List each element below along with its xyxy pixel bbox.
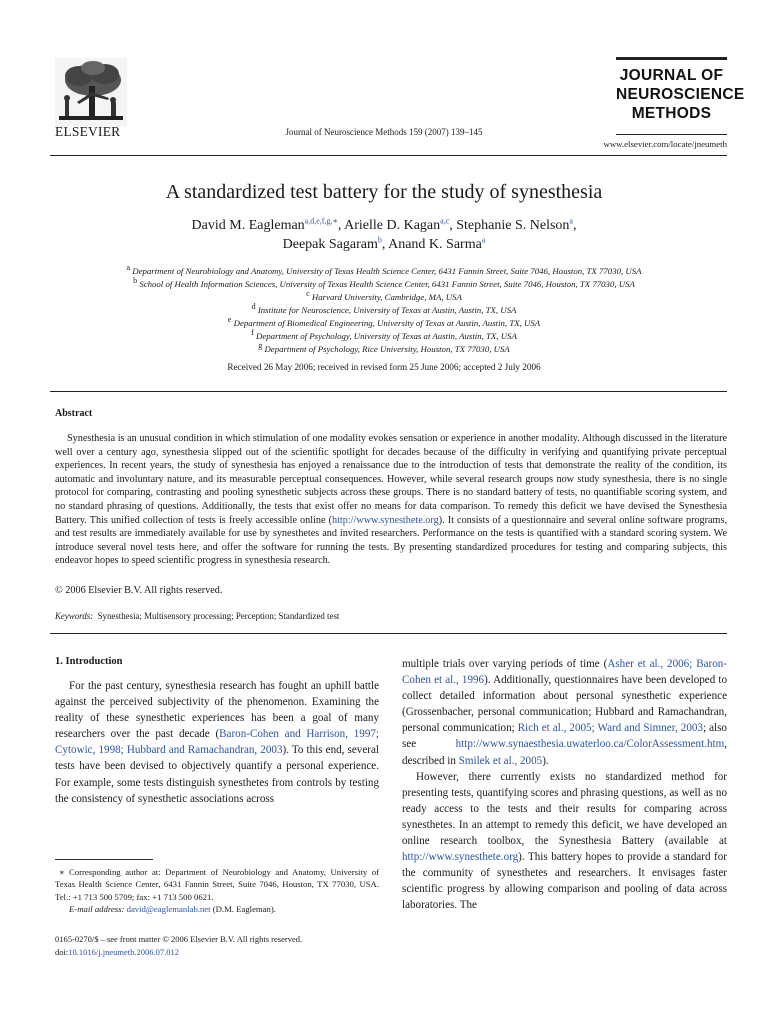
citation-link[interactable]: Rich et al., 2005; Ward and Simner, 2003 [517,722,703,735]
body-text: However, there currently exists no standardized method for presenting tests, quantifying scores and phrasing questions, as well as no ready access to the tests and their results for comparing across synesthetes. In an attempt to remedy this deficit, we have developed an online research toolbox, the Synesthesia Battery (available at [402,770,727,848]
email-link[interactable]: david@eaglemanlab.net [126,904,211,915]
url-link[interactable]: http://www.synesthete.org [402,851,519,864]
footnote-text: Corresponding author at: Department of Neurobiology and Anatomy, University of Texas Health Science Center, 6431 Fannin Street, Suite 7046, Houston, TX 77030, USA. Tel.: +1 713 500 5709; fax: +1 713 500 0621. [55,867,379,902]
body-text: ). [542,754,549,767]
doi-link[interactable]: 10.1016/j.jneumeth.2006.07.012 [68,946,179,957]
keywords-label: Keywords: [55,611,94,621]
body-text: multiple trials over varying periods of time ( [402,658,608,670]
citation-link[interactable]: Smilek et al., 2005 [458,754,543,767]
affiliation-text: Department of Biomedical Engineering, University of Texas at Austin, Austin, TX, USA [233,318,541,328]
paper-title: A standardized test battery for the study of synesthesia [165,181,603,203]
left-column [55,650,379,807]
author-name: Stephanie S. Nelson [456,218,570,233]
affiliation-mark: b [133,276,138,286]
author-separator: , [449,218,457,233]
journal-name-line: JOURNAL OF [619,67,724,84]
affiliation-mark: g [258,341,263,351]
corresponding-author-footnote [55,866,379,916]
author-separator: , [381,237,389,252]
keywords-text: Synesthesia; Multisensory processing; Perception; Standardized test [97,611,340,621]
author-name: Arielle D. Kagan [344,218,441,233]
right-column [402,656,727,914]
affiliation-text: Institute for Neuroscience, University of Texas at Austin, Austin, TX, USA [257,305,517,315]
elsevier-tree-logo-icon [55,58,127,126]
title-divider [50,391,727,392]
publisher-wordmark: ELSEVIER [55,124,121,139]
journal-name-line: NEUROSCIENCE [616,86,745,103]
affiliation [0,304,768,317]
author-affiliation-marks[interactable]: a [569,216,573,226]
email-owner: (D.M. Eagleman). [210,904,276,915]
abstract-body [55,432,727,568]
affiliation-text: Department of Neurobiology and Anatomy, University of Texas Health Science Center, 6431 Fannin Street, Suite 7046, Houston, TX 77030, USA [132,266,642,276]
author-affiliation-marks[interactable]: a,c [440,216,450,226]
section-heading: 1. Introduction [55,656,123,667]
affiliation-mark: f [251,328,254,338]
body-text: For the past century, synesthesia research has fought an uphill battle against the perceived subjectivity of the phenomenon. Examining the reality of these synesthetic experiences has been a goal of many researchers over the past decade ( [55,680,379,741]
body-text: ). This battery hopes to provide a standard for the community of synesthetes and researchers. It envisages faster scientific progress by allowing comparison and pooling of data across laboratories. The [402,851,727,912]
affiliation-text: School of Health Information Sciences, University of Texas Health Science Center, 6431 Fannin Street, Suite 7046, Houston, TX 77030, USA [139,279,635,289]
doi-label: doi: [55,946,69,957]
body-text: ; also see [402,722,727,751]
author-list [0,218,768,234]
author-name: Deepak Sagaram [282,237,378,252]
journal-url[interactable]: www.elsevier.com/locate/jneumeth [603,139,727,149]
abstract-divider [50,633,727,634]
author-name: Anand K. Sarma [388,237,482,252]
keywords [55,611,339,621]
citation-link[interactable]: Asher et al., 2006; Baron-Cohen et al., 1996 [402,658,728,687]
body-text: , described in [402,738,727,767]
abstract-text: ). It consists of a questionnaire and several online software programs, and test results are immediately available for use by synesthetes and invited researchers. Performance on the tests is quantified with a standard scoring system. We introduce several novel tests here, and offer the software for running the tests. By presenting standardized procedures for testing and comparing subjects, this endeavor hopes to speed scientific progress in synesthesia research. [55,514,727,567]
front-matter [55,933,302,958]
url-link[interactable]: http://www.synaesthesia.uwaterloo.ca/ColorAssessment.htm [455,738,725,751]
affiliation-text: Department of Psychology, University of Texas at Austin, Austin, TX, USA [256,331,517,341]
body-text: ). To this end, several tests have been devised to objectively quantify a personal experience. For example, some tests distinguish synesthetes from controls by testing the consistency of synesthetic associations across [55,744,379,805]
abstract-text: Synesthesia is an unusual condition in which stimulation of one modality evokes sensation or experience in another modality. Although discussed in the literature well over a century ago, synesthesia slipped out of the scientific spotlight for decades because of the difficulty in verifying and quantifying private perceptual experiences. In recent years, the study of synesthesia has enjoyed a renaissance due to the introduction of tests that demonstrate the reality of the condition, its automatic and involuntary nature, and its measurable perceptual consequences. However, while several research groups now study synesthesia, there is no single protocol for comparing, contrasting and pooling synesthetic subjects across these groups. There is no standard battery of tests, no quantifiable scoring system, and no standard phrasing of questions. Additionally, the tests that exist offer no means for data comparison. To remedy this deficit we have devised the Synesthesia Battery. This unified collection of tests is freely accessible online ( [55,433,727,526]
front-matter-line: 0165-0270/$ – see front matter © 2006 Elsevier B.V. All rights reserved. [55,934,303,944]
affiliation [0,291,768,304]
affiliation-mark: e [227,315,232,325]
affiliation-mark: d [251,302,256,312]
journal-name-logo [616,57,745,135]
author-list [0,237,768,253]
intro-paragraph [402,656,727,769]
intro-paragraph [55,678,379,807]
footnote-mark: ∗ [59,867,65,877]
affiliation-text: Department of Psychology, Rice University, Houston, TX 77030, USA [264,344,510,354]
abstract-copyright: © 2006 Elsevier B.V. All rights reserved. [55,585,223,596]
author-affiliation-marks[interactable]: b [377,235,382,245]
footnote-divider [55,859,153,860]
affiliation [0,343,768,356]
received-dates: Received 26 May 2006; received in revised form 25 June 2006; accepted 2 July 2006 [227,362,541,372]
journal-name-line: METHODS [631,105,712,122]
affiliation [0,330,768,343]
affiliation-mark: a [126,263,131,273]
email-label: E-mail address: [69,904,125,915]
affiliation-text: Harvard University, Cambridge, MA, USA [311,292,462,302]
abstract-link[interactable]: http://www.synesthete.org [332,514,439,526]
author-separator: , [572,218,577,233]
journal-citation: Journal of Neuroscience Methods 159 (2007) 139–145 [285,127,483,137]
author-affiliation-marks[interactable]: a,d,e,f,g,∗ [304,216,338,226]
author-affiliation-marks[interactable]: a [481,235,486,245]
intro-paragraph [402,769,727,914]
affiliation-mark: c [306,289,310,299]
author-name: David M. Eagleman [191,218,305,233]
affiliation [0,265,768,278]
header-divider [50,155,727,156]
affiliation [0,317,768,330]
body-text: ). Additionally, questionnaires have been developed to collect detailed information about personal synesthetic experience (Grossenbacher, personal communication; Hubbard and Ramachandran, personal communication; [402,674,728,735]
affiliation [0,278,768,291]
abstract-heading: Abstract [55,408,93,419]
author-separator: , [337,218,345,233]
citation-link[interactable]: Baron-Cohen and Harrison, 1997; Cytowic, 1998; Hubbard and Ramachandran, 2003 [55,728,379,757]
